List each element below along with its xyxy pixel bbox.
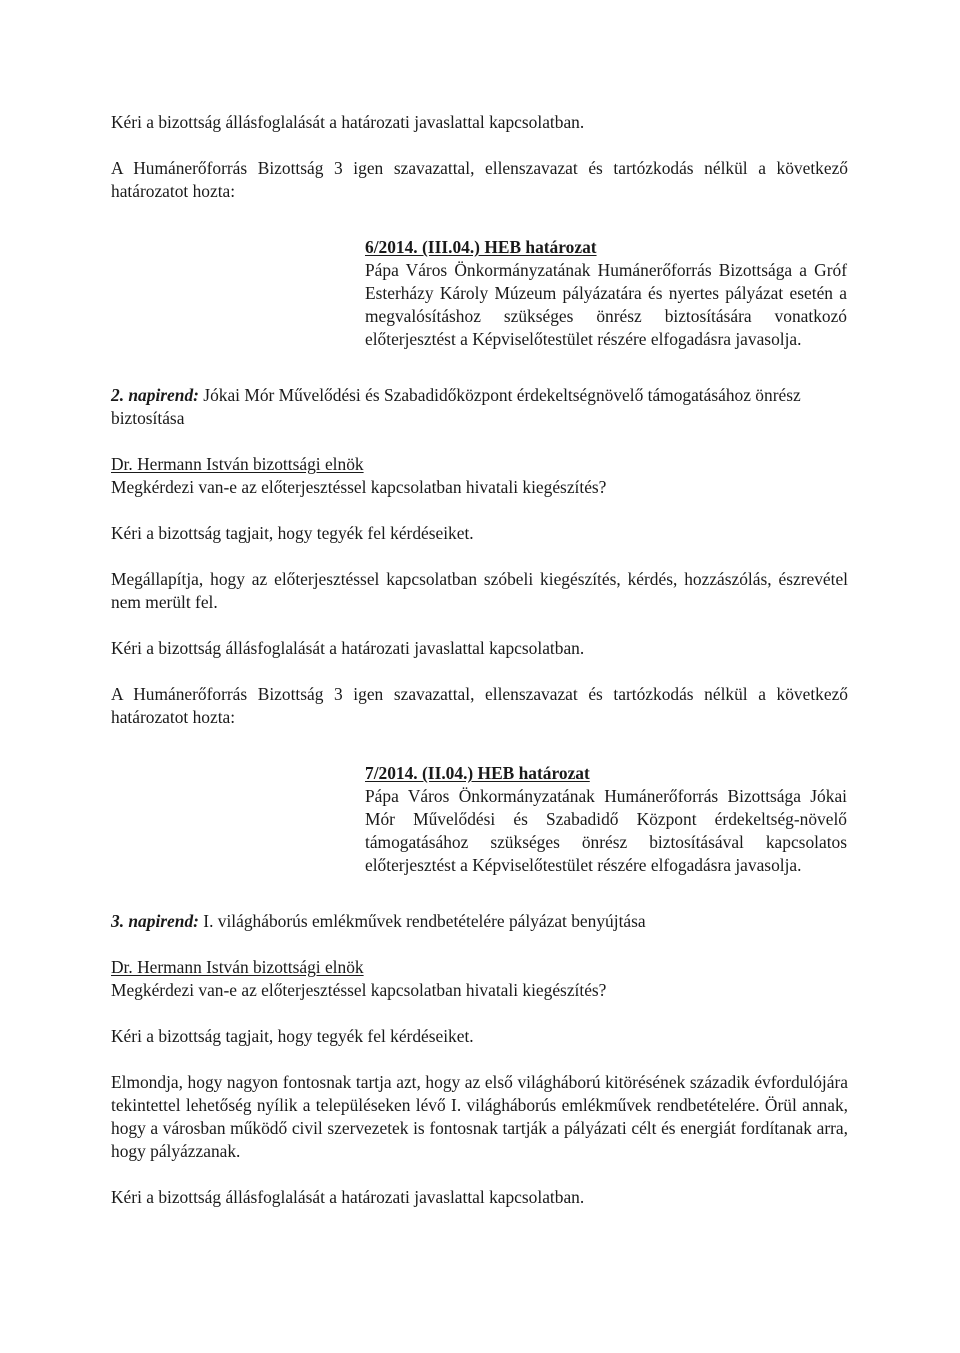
speaker-line-3 (111, 956, 848, 979)
statement-3: Elmondja, hogy nagyon fontosnak tartja azt, hogy az első világháború kitörésének századik évfordulójára tekintettel lehetőség nyílik a településeken lévő I. világháborús emlékművek rendbetételére. Örül annak, hogy a városban működő civil szervezetek is fontosnak tartják a pályázati célt és energiát fordítanak arra, hogy pályázzanak. (111, 1072, 848, 1161)
agenda-number-3: 3. napirend: (111, 911, 199, 931)
paragraph-request-opinion-1: Kéri a bizottság állásfoglalását a határozati javaslattal kapcsolatban. (111, 112, 585, 132)
resolution-block-1 (365, 236, 847, 351)
paragraph-request-opinion-2: Kéri a bizottság állásfoglalását a határozati javaslattal kapcsolatban. (111, 638, 585, 658)
agenda-number-2: 2. napirend: (111, 385, 199, 405)
resolution-block-2 (365, 762, 847, 877)
question-2: Megkérdezi van-e az előterjesztéssel kapcsolatban hivatali kiegészítés? (111, 477, 607, 497)
resolution-body-1: Pápa Város Önkormányzatának Humánerőforrás Bizottsága a Gróf Esterházy Károly Múzeum pályázatára és nyertes pályázat esetén a megvalósításhoz szükséges önrész biztosítására vonatkozó előterjesztést a Képviselőtestület részére elfogadásra javasolja. (365, 260, 847, 349)
speaker-name-2: Dr. Hermann István bizottsági elnök (111, 454, 364, 474)
resolution-title-1: 6/2014. (III.04.) HEB határozat (365, 237, 597, 257)
agenda-text-3: I. világháborús emlékművek rendbetételére pályázat benyújtása (203, 911, 646, 931)
agenda-item-3 (111, 910, 848, 933)
question-3: Megkérdezi van-e az előterjesztéssel kapcsolatban hivatali kiegészítés? (111, 980, 607, 1000)
resolution-title-2: 7/2014. (II.04.) HEB határozat (365, 763, 590, 783)
resolution-body-2: Pápa Város Önkormányzatának Humánerőforrás Bizottsága Jókai Mór Művelődési és Szabadidő Központ érdekeltség-növelő támogatásához szükséges önrész biztosításával kapcsolatos előterjesztést a Képviselőtestület részére elfogadásra javasolja. (365, 786, 847, 875)
paragraph-vote-1: A Humánerőforrás Bizottság 3 igen szavazattal, ellenszavazat és tartózkodás nélkül a következő határozatot hozta: (111, 158, 848, 201)
ask-members-2: Kéri a bizottság tagjait, hogy tegyék fel kérdéseiket. (111, 523, 474, 543)
agenda-text-2: Jókai Mór Művelődési és Szabadidőközpont érdekeltségnövelő támogatásához önrész biztosítása (111, 385, 801, 428)
paragraph-request-opinion-3: Kéri a bizottság állásfoglalását a határozati javaslattal kapcsolatban. (111, 1187, 585, 1207)
finding-2: Megállapítja, hogy az előterjesztéssel kapcsolatban szóbeli kiegészítés, kérdés, hozzászólás, észrevétel nem merült fel. (111, 569, 848, 612)
speaker-line-2 (111, 453, 848, 476)
speaker-name-3: Dr. Hermann István bizottsági elnök (111, 957, 364, 977)
paragraph-vote-2: A Humánerőforrás Bizottság 3 igen szavazattal, ellenszavazat és tartózkodás nélkül a következő határozatot hozta: (111, 684, 848, 727)
agenda-item-2 (111, 384, 848, 430)
ask-members-3: Kéri a bizottság tagjait, hogy tegyék fel kérdéseiket. (111, 1026, 474, 1046)
